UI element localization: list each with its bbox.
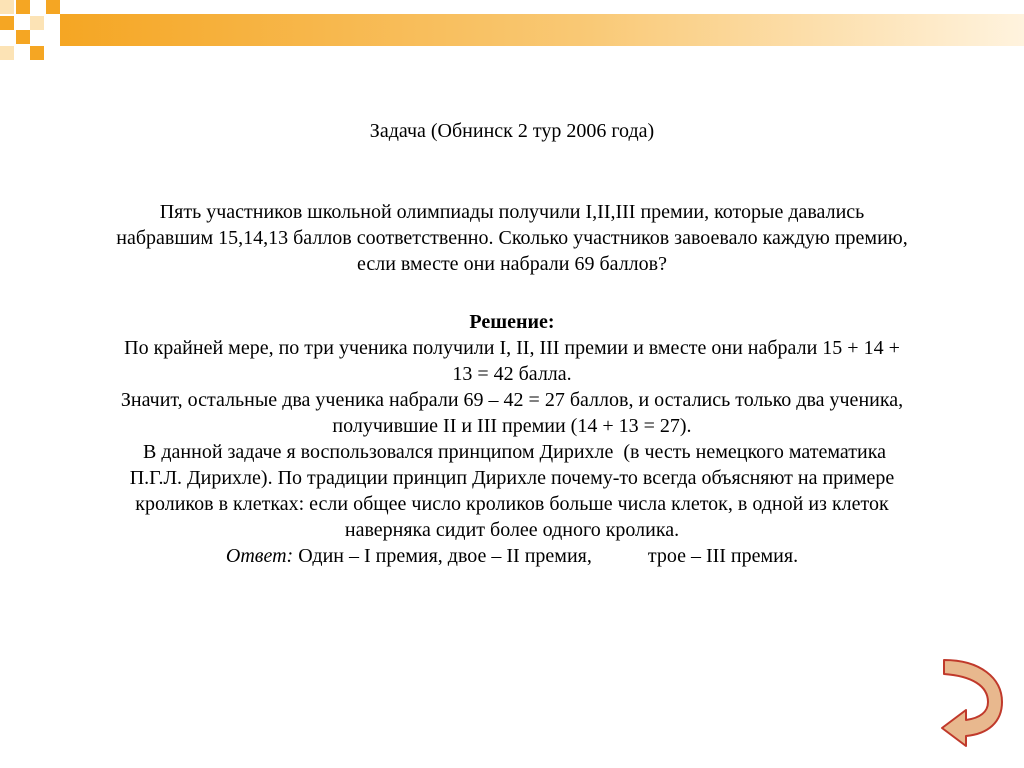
answer-line [40, 543, 984, 569]
curved-return-arrow-icon[interactable] [936, 656, 1008, 748]
deco-square [30, 46, 44, 60]
problem-statement [40, 199, 984, 277]
solution-line: 13 = 42 балла. [452, 363, 572, 385]
deco-square [0, 16, 14, 30]
problem-line: набравшим 15,14,13 баллов соответственно. Сколько участников завоевало каждую премию, [116, 227, 908, 249]
solution-block [40, 309, 984, 569]
deco-square [46, 0, 60, 14]
header-bar [60, 14, 1024, 46]
problem-line: если вместе они набрали 69 баллов? [357, 253, 667, 275]
slide-title: Задача (Обнинск 2 тур 2006 года) [369, 120, 655, 142]
solution-line: П.Г.Л. Дирихле). По традиции принцип Дирихле почему-то всегда объясняют на примере [129, 467, 895, 489]
solution-line: По крайней мере, по три ученика получили I, II, III премии и вместе они набрали 15 + 14 + [124, 337, 900, 359]
header-decoration [0, 0, 1024, 64]
solution-line: Значит, остальные два ученика набрали 69 – 42 = 27 баллов, и остались только два ученика, [120, 389, 904, 411]
answer-text-part1: Один – I премия, двое – II премия, [293, 545, 592, 567]
deco-square [30, 16, 44, 30]
deco-square [0, 0, 14, 14]
solution-line: кроликов в клетках: если общее число кроликов больше числа клеток, в одной из клеток [135, 493, 889, 515]
answer-label: Ответ: [225, 545, 294, 567]
solution-line: получившие II и III премии (14 + 13 = 27). [332, 415, 692, 437]
problem-line: Пять участников школьной олимпиады получили I,II,III премии, которые давались [159, 201, 865, 223]
deco-square [0, 46, 14, 60]
solution-line: В данной задаче я воспользовался принципом Дирихле (в честь немецкого математика [138, 441, 886, 463]
solution-line: наверняка сидит более одного кролика. [344, 519, 680, 541]
solution-heading: Решение: [469, 311, 555, 333]
answer-text-part2: трое – III премия. [647, 545, 799, 567]
deco-square [16, 0, 30, 14]
deco-square [16, 30, 30, 44]
